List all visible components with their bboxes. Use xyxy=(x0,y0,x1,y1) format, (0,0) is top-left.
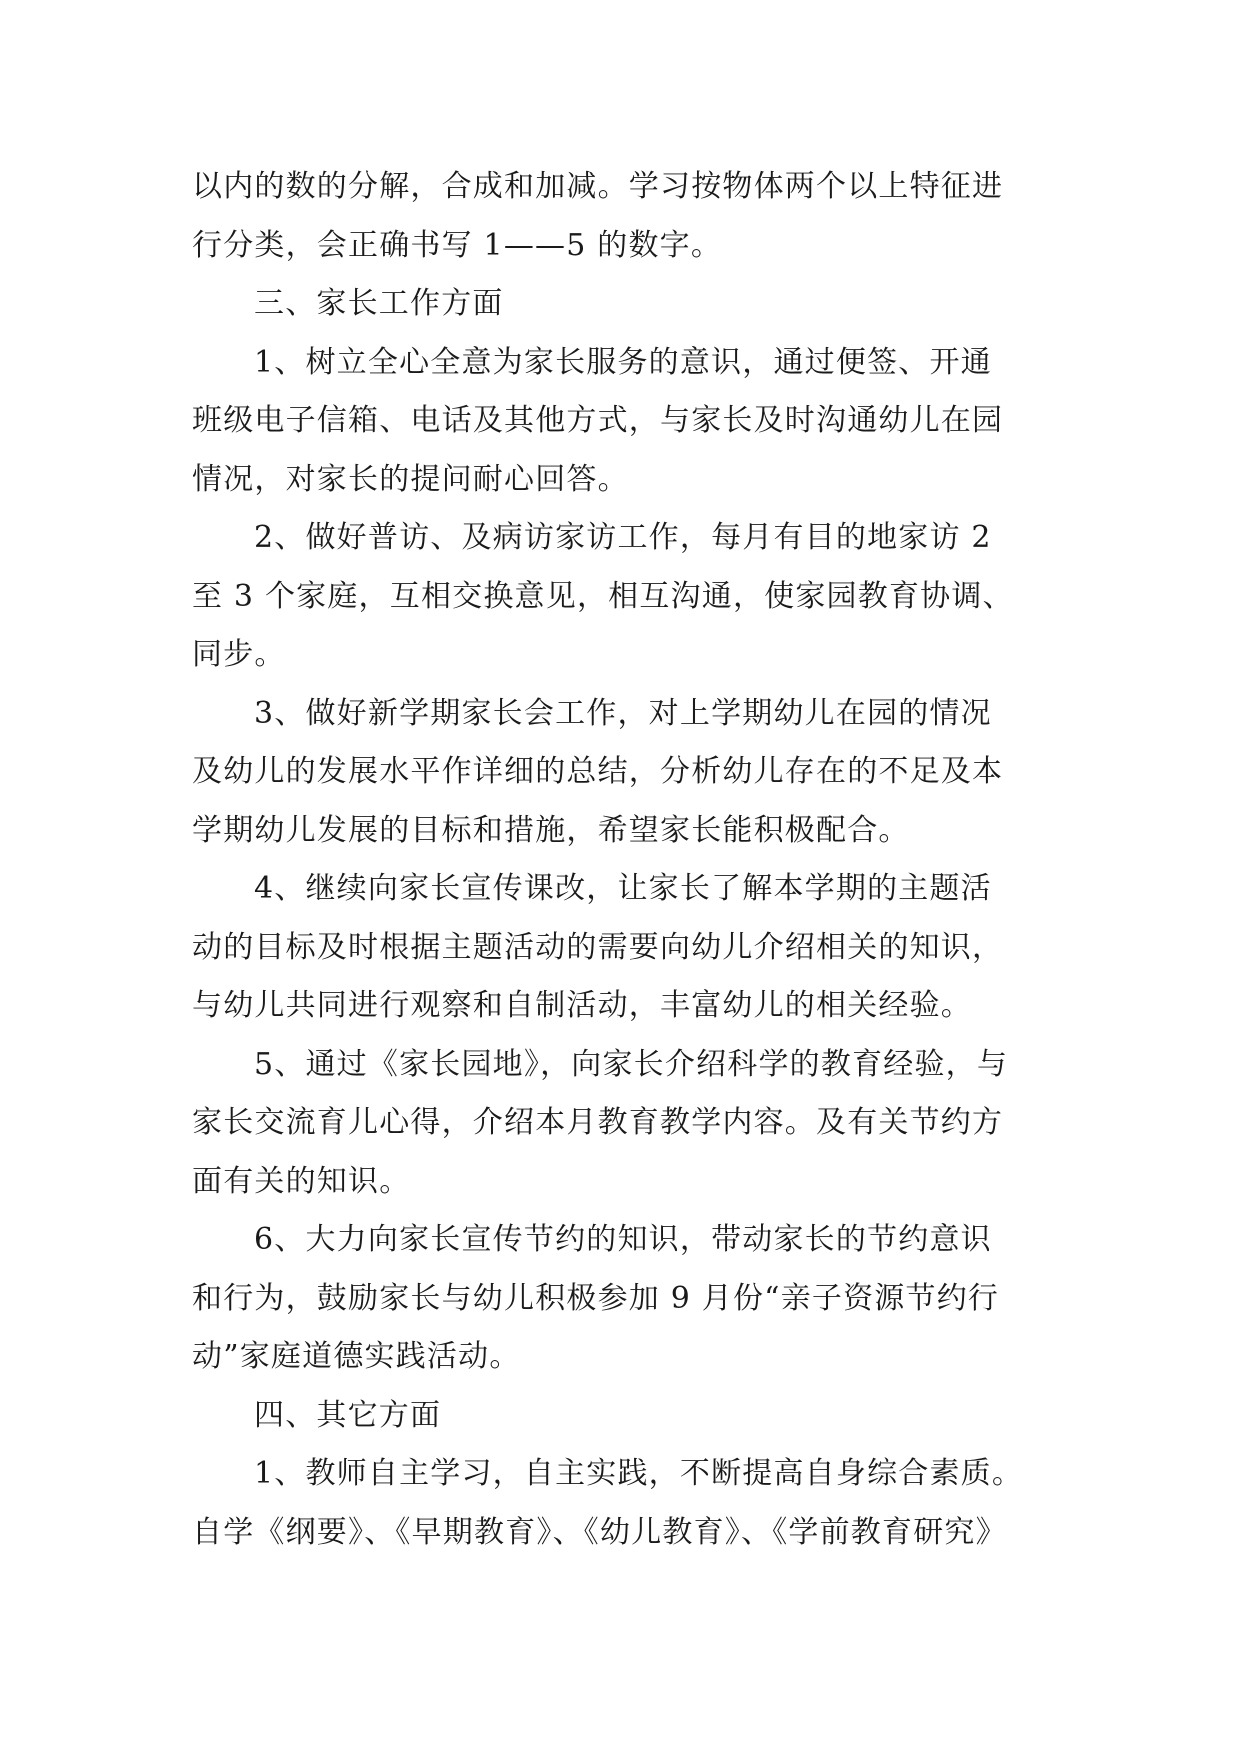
text-line: 和行为，鼓励家长与幼儿积极参加 9 月份“亲子资源节约行 xyxy=(192,1280,1000,1316)
text-line: 至 3 个家庭，互相交换意见，相互沟通，使家园教育协调、 xyxy=(192,578,1014,614)
text-line: 行分类，会正确书写 1——5 的数字。 xyxy=(192,227,723,263)
text-line: 1、教师自主学习，自主实践，不断提高自身综合素质。 xyxy=(254,1456,1024,1491)
text-line: 自学《纲要》、《早期教育》、《幼儿教育》、《学前教育研究》 xyxy=(192,1514,1007,1550)
text-line: 班级电子信箱、电话及其他方式，与家长及时沟通幼儿在园 xyxy=(192,403,1004,438)
text-line: 学期幼儿发展的目标和措施，希望家长能积极配合。 xyxy=(192,812,910,848)
section-heading: 四、其它方面 xyxy=(254,1397,442,1433)
text-line: 面有关的知识。 xyxy=(192,1163,411,1199)
text-line: 3、做好新学期家长会工作，对上学期幼儿在园的情况 xyxy=(254,695,992,731)
text-line: 1、树立全心全意为家长服务的意识，通过便签、开通 xyxy=(254,344,992,380)
text-line: 以内的数的分解，合成和加减。学习按物体两个以上特征进 xyxy=(192,169,1004,204)
text-line: 同步。 xyxy=(192,637,286,672)
text-line: 家长交流育儿心得，介绍本月教育教学内容。及有关节约方 xyxy=(192,1105,1004,1140)
text-line: 6、大力向家长宣传节约的知识，带动家长的节约意识 xyxy=(254,1222,992,1257)
document-body xyxy=(192,158,1072,1562)
text-line: 4、继续向家长宣传课改，让家长了解本学期的主题活 xyxy=(254,871,992,906)
section-heading: 三、家长工作方面 xyxy=(254,286,504,321)
text-line: 5、通过《家长园地》，向家长介绍科学的教育经验，与 xyxy=(254,1046,1009,1082)
text-line: 动的目标及时根据主题活动的需要向幼儿介绍相关的知识， xyxy=(192,929,1004,965)
text-line: 与幼儿共同进行观察和自制活动，丰富幼儿的相关经验。 xyxy=(192,988,972,1023)
text-line: 动”家庭道德实践活动。 xyxy=(192,1339,521,1374)
text-line: 及幼儿的发展水平作详细的总结，分析幼儿存在的不足及本 xyxy=(192,754,1004,789)
text-line: 情况，对家长的提问耐心回答。 xyxy=(192,461,629,497)
text-line: 2、做好普访、及病访家访工作，每月有目的地家访 2 xyxy=(254,520,992,555)
